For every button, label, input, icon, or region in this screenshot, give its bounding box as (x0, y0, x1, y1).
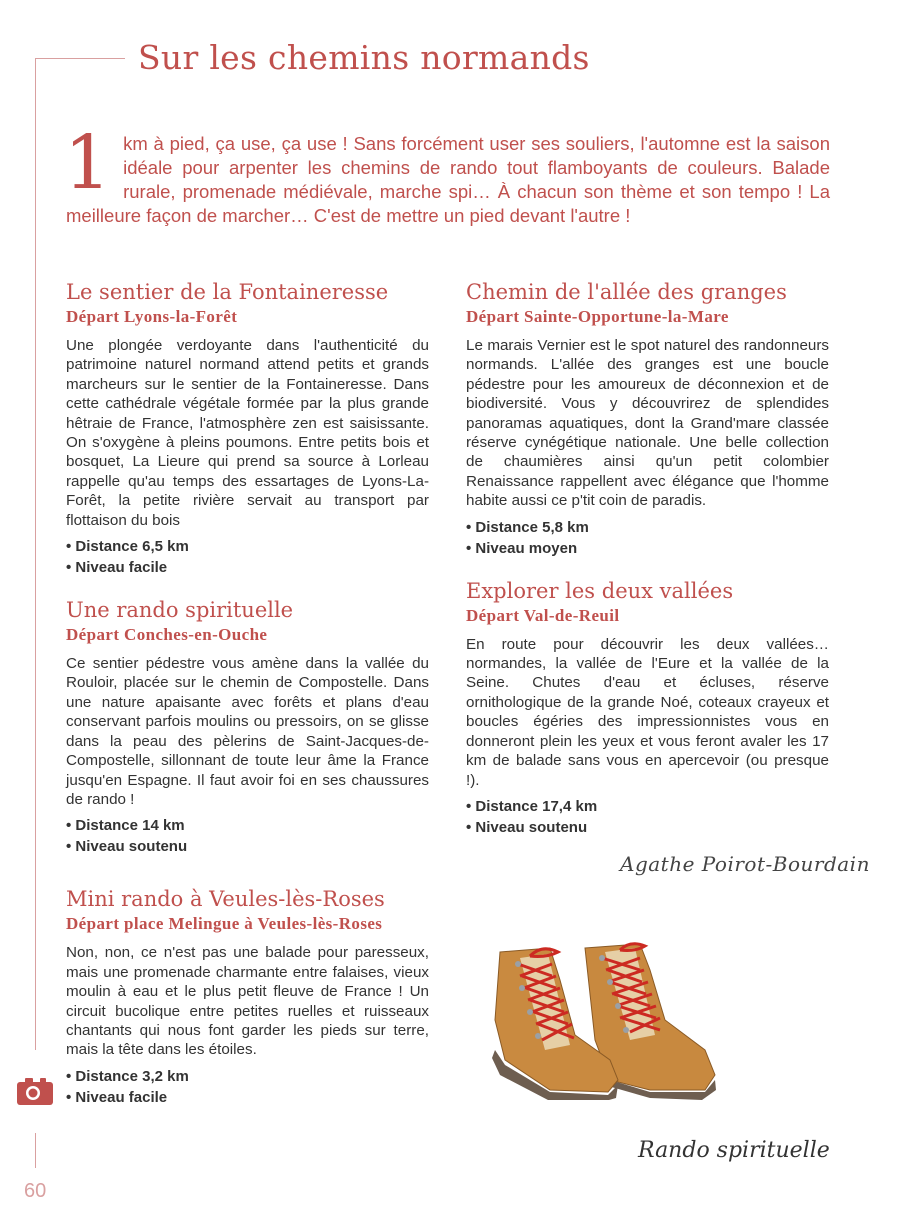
fact-distance: • Distance 3,2 km (66, 1066, 429, 1087)
fact-niveau: • Niveau soutenu (466, 817, 829, 838)
section-body: Le marais Vernier est le spot naturel des randonneurs normands. L'allée des granges est une boucle pédestre pour les amoureux de déconnexion et de biodiversité. Vous y découvrirez de splendides panoramas aquatiques, dont la Grand'mare classée réserve cynégétique nationale. Une belle collection de chaumières ainsi qu'un petit colombier Renaissance rappellent avec élégance que l'homme habite aussi ce p'tit coin de paradis. (466, 337, 829, 510)
intro-text: km à pied, ça use, ça use ! Sans forcément user ses souliers, l'automne est la saison idéale pour arpenter les chemins de rando tout flamboyants de couleurs. Balade rurale, promenade médiévale, marche spi… À chacun son thème et son tempo ! La meilleure façon de marcher… C'est de mettre un pied devant l'autre ! (66, 133, 830, 226)
section-facts (66, 815, 429, 857)
intro-dropcap: 1 (64, 120, 112, 206)
section-body: Ce sentier pédestre vous amène dans la vallée du Rouloir, placée sur le chemin de Compostelle. Dans une nature apaisante avec forêts et plans d'eau conservant parfois moulins ou pressoirs, on se glisse dans la peau des pèlerins de Saint-Jacques-de-Compostelle, sillonnant de toute leur âme la France jusqu'en Espagne. Il faut avoir foi en ses chaussures de rando ! (66, 655, 429, 808)
fact-distance: • Distance 5,8 km (466, 517, 829, 538)
section-depart: Départ Conches-en-Ouche (66, 625, 268, 645)
fact-niveau: • Niveau moyen (466, 538, 829, 559)
fact-distance: • Distance 17,4 km (466, 796, 829, 817)
section-depart: Départ Val-de-Reuil (466, 605, 620, 625)
right-column (466, 278, 829, 856)
fact-niveau: • Niveau facile (66, 557, 429, 578)
camera-icon (16, 1076, 54, 1106)
fact-distance: • Distance 6,5 km (66, 536, 429, 557)
section-depart: Départ Lyons-la-Forêt (66, 307, 238, 326)
page-number: 60 (24, 1180, 47, 1202)
section-allee-des-granges (466, 278, 829, 559)
section-depart: Départ Sainte-Opportune-la-Mare (466, 307, 729, 326)
section-body: En route pour découvrir les deux vallées… normandes, la vallée de l'Eure et la vallée de la Seine. Chutes d'eau et écluses, réserve ornithologique de la grande Noé, coteaux crayeux et boucles égéries des impressionnistes vous en donneront plein les yeux et vous feront avaler les 17 km de balade sans vous en apercevoir (ou presque !). (466, 635, 829, 789)
section-facts (66, 1066, 429, 1108)
section-fontaineresse (66, 278, 429, 578)
section-body: Une plongée verdoyante dans l'authenticité du patrimoine naturel normand attend petits et grands marcheurs sur le sentier de la Fontaineresse. Dans cette cathédrale végétale formée par la plus grande hêtraie de France, l'atmosphère zen est saisissante. On s'oxygène à pleins poumons. Entre petits bois et bosquet, La Lieure qui prend sa source à Lorleau rappelle qu'au temps des essartages de Lyons-La-Forêt, la petite rivière servait au transport par flottaison du bois (66, 337, 429, 529)
page-number-rule (35, 1133, 36, 1168)
section-facts (466, 517, 829, 559)
section-rando-spirituelle (66, 596, 429, 857)
section-title: Une rando spirituelle (66, 598, 294, 623)
fact-niveau: • Niveau soutenu (66, 836, 429, 857)
section-deux-vallees (466, 577, 829, 838)
image-caption: Rando spirituelle (638, 1138, 830, 1163)
section-veules-les-roses (66, 885, 429, 1107)
section-title: Chemin de l'allée des granges (466, 280, 787, 304)
frame-rule-left (35, 58, 36, 1050)
fact-distance: • Distance 14 km (66, 815, 429, 836)
hiking-boots-illustration (490, 940, 720, 1100)
section-title: Mini rando à Veules-lès-Roses (66, 887, 385, 912)
section-title: Le sentier de la Fontaineresse (66, 280, 389, 304)
fact-niveau: • Niveau facile (66, 1087, 429, 1108)
section-title: Explorer les deux vallées (466, 578, 734, 603)
section-body: Non, non, ce n'est pas une balade pour paresseux, mais une promenade charmante entre falaises, vieux moulin à eau et le plus petit fleuve de France ! Un circuit bucolique entre petites ruelles et ruisseaux chantants qui nous font garder les pieds sur terre, mais la tête dans les étoiles. (66, 944, 429, 1059)
author-signature: Agathe Poirot-Bourdain (620, 852, 870, 876)
section-depart: Départ place Melingue à Veules-lès-Roses (66, 914, 383, 934)
page-title: Sur les chemins normands (138, 38, 590, 77)
left-column (66, 278, 429, 1126)
section-facts (466, 796, 829, 838)
frame-rule-top (35, 58, 125, 59)
intro-paragraph (64, 120, 830, 228)
section-facts (66, 536, 429, 578)
